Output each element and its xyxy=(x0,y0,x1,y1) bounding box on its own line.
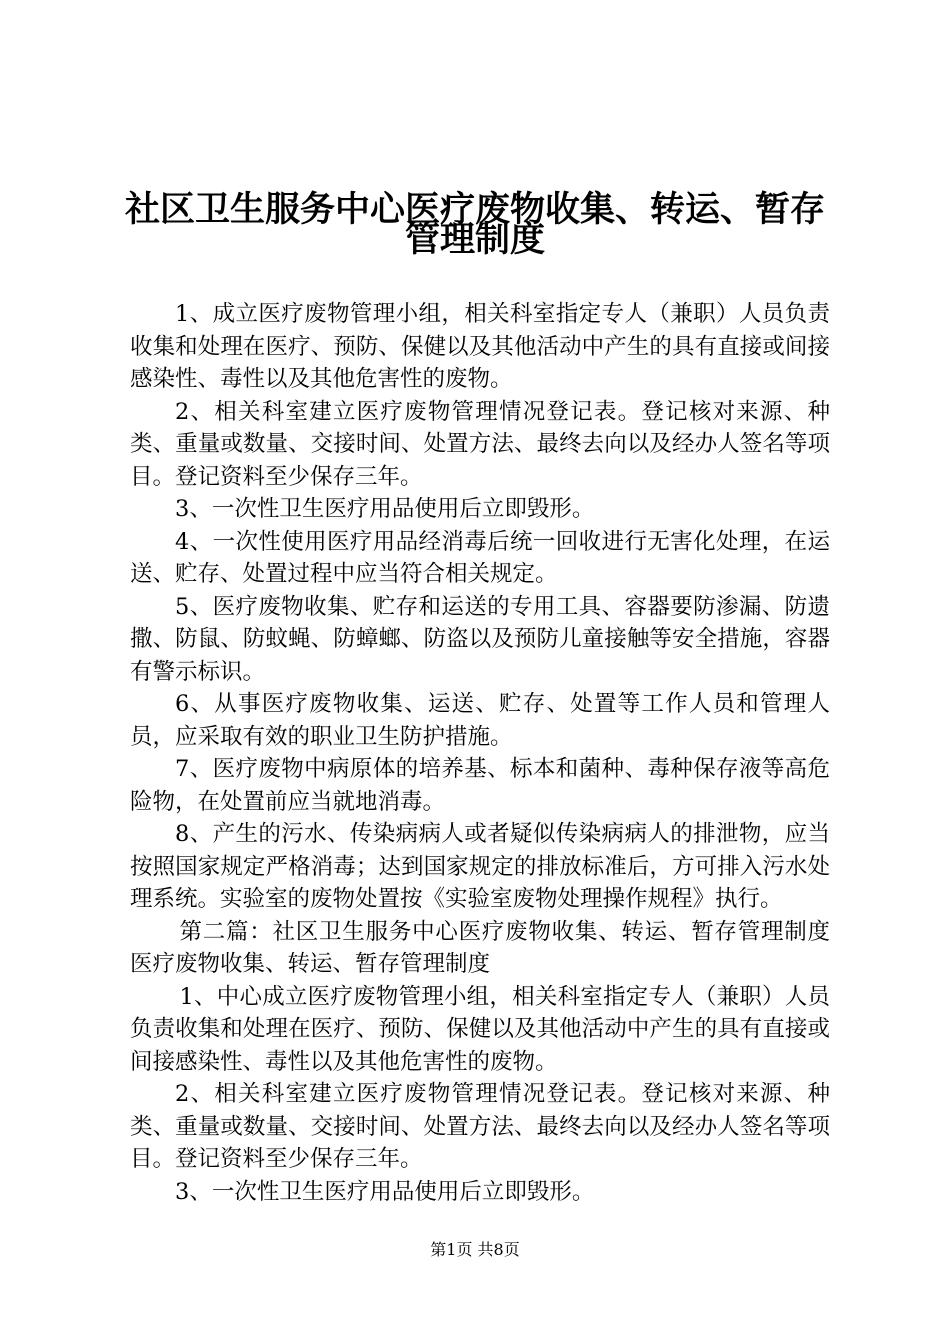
document-title-line-1: 社区卫生服务中心医疗废物收集、转运、暂存 xyxy=(124,190,825,230)
paragraph-7: 7、医疗废物中病原体的培养基、标本和菌种、毒种保存液等高危险物，在处置前应当就地消毒。 xyxy=(130,756,830,815)
paragraph-1: 1、成立医疗废物管理小组，相关科室指定专人（兼职）人员负责收集和处理在医疗、预防、保健以及其他活动中产生的具有直接或间接感染性、毒性以及其他危害性的废物。 xyxy=(130,301,830,392)
paragraph-2-3: 3、一次性卫生医疗用品使用后立即毁形。 xyxy=(175,1178,595,1205)
paragraph-6: 6、从事医疗废物收集、运送、贮存、处置等工作人员和管理人员，应采取有效的职业卫生防护措施。 xyxy=(130,691,830,750)
section-two-heading: 第二篇：社区卫生服务中心医疗废物收集、转运、暂存管理制度医疗废物收集、转运、暂存管理制度 xyxy=(130,918,830,977)
paragraph-3: 3、一次性卫生医疗用品使用后立即毁形。 xyxy=(175,496,595,522)
paragraph-2: 2、相关科室建立医疗废物管理情况登记表。登记核对来源、种类、重量或数量、交接时间、处置方法、最终去向以及经办人签名等项目。登记资料至少保存三年。 xyxy=(130,398,830,490)
paragraph-5: 5、医疗废物收集、贮存和运送的专用工具、容器要防渗漏、防遗撒、防鼠、防蚊蝇、防蟑螂、防盗以及预防儿童接触等安全措施，容器有警示标识。 xyxy=(130,593,830,685)
document-body xyxy=(130,298,830,1208)
paragraph-8: 8、产生的污水、传染病病人或者疑似传染病病人的排泄物，应当按照国家规定严格消毒；达到国家规定的排放标准后，方可排入污水处理系统。实验室的废物处置按《实验室废物处理操作规程》执行。 xyxy=(130,821,830,912)
paragraph-2-1: 1、中心成立医疗废物管理小组，相关科室指定专人（兼职）人员负责收集和处理在医疗、预防、保健以及其他活动中产生的具有直接或间接感染性、毒性以及其他危害性的废物。 xyxy=(130,983,830,1075)
document-title-line-2: 管理制度 xyxy=(404,220,545,260)
paragraph-4: 4、一次性使用医疗用品经消毒后统一回收进行无害化处理，在运送、贮存、处置过程中应当符合相关规定。 xyxy=(130,528,830,587)
paragraph-2-2: 2、相关科室建立医疗废物管理情况登记表。登记核对来源、种类、重量或数量、交接时间、处置方法、最终去向以及经办人签名等项目。登记资料至少保存三年。 xyxy=(130,1081,830,1172)
page-number-footer: 第1页 共8页 xyxy=(430,1240,520,1259)
